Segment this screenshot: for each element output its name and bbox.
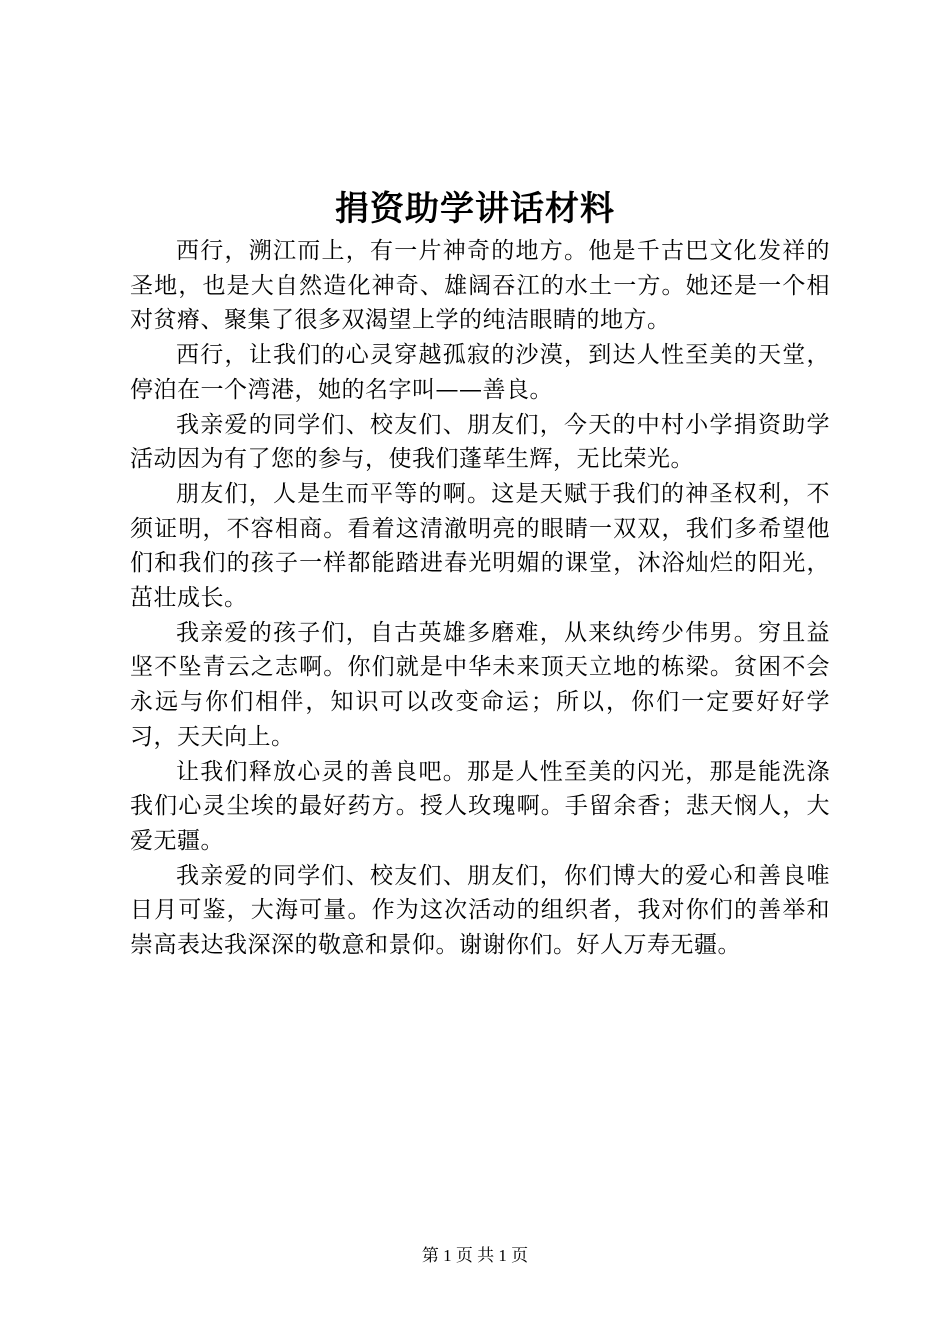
page-footer: 第 1 页 共 1 页 <box>421 1246 529 1265</box>
paragraph-2: 西行，让我们的心灵穿越孤寂的沙漠，到达人性至美的天堂，停泊在一个湾港，她的名字叫——善良。 <box>130 342 830 403</box>
paragraph-5: 我亲爱的孩子们，自古英雄多磨难，从来纨绔少伟男。穷且益坚不坠青云之志啊。你们就是中华未来顶天立地的栋梁。贫困不会永远与你们相伴，知识可以改变命运；所以，你们一定要好好学习，天天向上。 <box>130 619 830 750</box>
paragraph-3: 我亲爱的同学们、校友们、朋友们，今天的中村小学捐资助学活动因为有了您的参与，使我们蓬荜生辉，无比荣光。 <box>130 411 830 473</box>
paragraph-7: 我亲爱的同学们、校友们、朋友们，你们博大的爱心和善良唯日月可鉴，大海可量。作为这次活动的组织者，我对你们的善举和崇高表达我深深的敬意和景仰。谢谢你们。好人万寿无疆。 <box>130 862 830 959</box>
paragraph-1: 西行，溯江而上，有一片神奇的地方。他是千古巴文化发祥的圣地，也是大自然造化神奇、雄阔吞江的水土一方。她还是一个相对贫瘠、聚集了很多双渴望上学的纯洁眼睛的地方。 <box>130 238 830 334</box>
document-body <box>130 234 830 963</box>
paragraph-4: 朋友们，人是生而平等的啊。这是天赋于我们的神圣权利，不须证明，不容相商。看着这清澈明亮的眼睛一双双，我们多希望他们和我们的孩子一样都能踏进春光明媚的课堂，沐浴灿烂的阳光，茁壮成长。 <box>130 480 830 612</box>
document-title: 捐资助学讲话材料 <box>335 189 615 229</box>
paragraph-6: 让我们释放心灵的善良吧。那是人性至美的闪光，那是能洗涤我们心灵尘埃的最好药方。授人玫瑰啊。手留余香；悲天悯人，大爱无疆。 <box>130 758 830 854</box>
